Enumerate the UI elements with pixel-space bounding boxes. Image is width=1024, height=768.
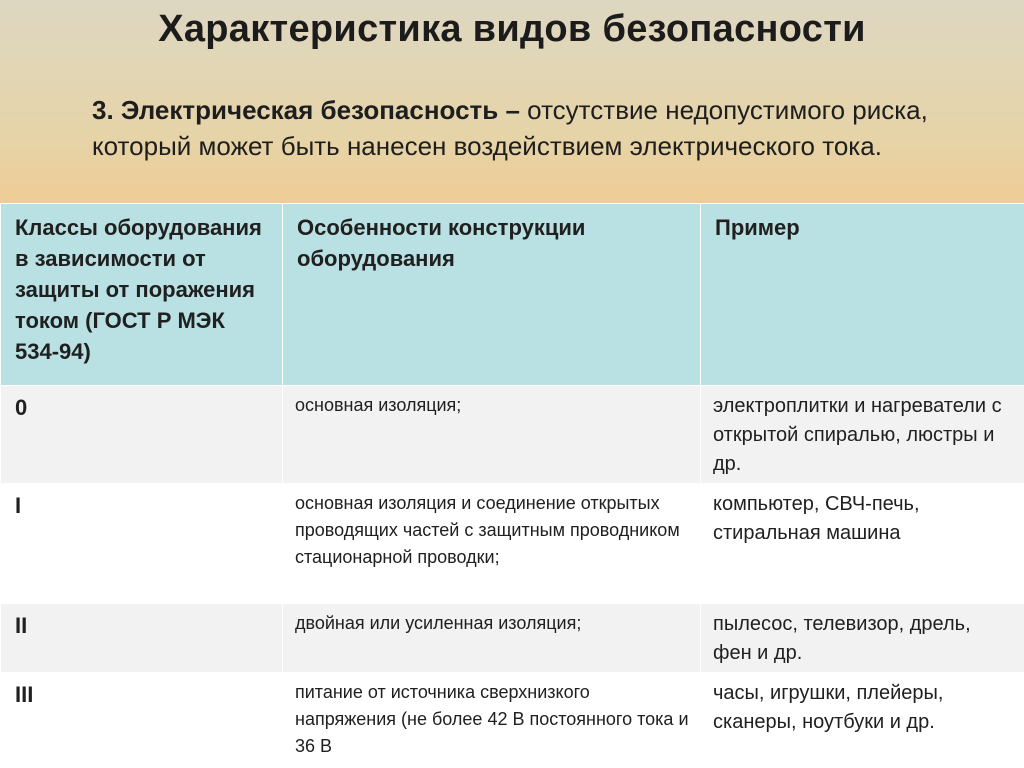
features-cell: двойная или усиленная изоляция;: [283, 604, 701, 673]
example-cell: электроплитки и нагреватели с открытой спиралью, люстры и др.: [701, 386, 1024, 484]
header-class: Классы оборудования в зависимости от защиты от поражения током (ГОСТ Р МЭК 534-94): [1, 204, 283, 386]
example-cell: часы, игрушки, плейеры, сканеры, ноутбуки и др.: [701, 673, 1024, 768]
features-cell: основная изоляция;: [283, 386, 701, 484]
equipment-classes-table: [0, 203, 1024, 768]
slide-title: Характеристика видов безопасности: [158, 8, 866, 50]
definition-paragraph: [92, 92, 972, 164]
table-header-row: [1, 204, 1024, 386]
class-cell: 0: [1, 386, 283, 484]
definition-text: отсутствие недопустимого риска, который может быть нанесен воздействием электрического тока.: [92, 95, 928, 161]
class-cell: I: [1, 484, 283, 604]
table-row: [1, 604, 1024, 673]
header-example: Пример: [701, 204, 1024, 386]
features-cell: основная изоляция и соединение открытых проводящих частей с защитным проводником стационарной проводки;: [283, 484, 701, 604]
table-row: [1, 673, 1024, 768]
class-cell: III: [1, 673, 283, 768]
example-cell: пылесос, телевизор, дрель, фен и др.: [701, 604, 1024, 673]
definition-term: 3. Электрическая безопасность –: [92, 95, 520, 125]
example-cell: компьютер, СВЧ-печь, стиральная машина: [701, 484, 1024, 604]
class-cell: II: [1, 604, 283, 673]
table-row: [1, 484, 1024, 604]
table-row: [1, 386, 1024, 484]
header-features: Особенности конструкции оборудования: [283, 204, 701, 386]
features-cell: питание от источника сверхнизкого напряжения (не более 42 В постоянного тока и 36 В: [283, 673, 701, 768]
